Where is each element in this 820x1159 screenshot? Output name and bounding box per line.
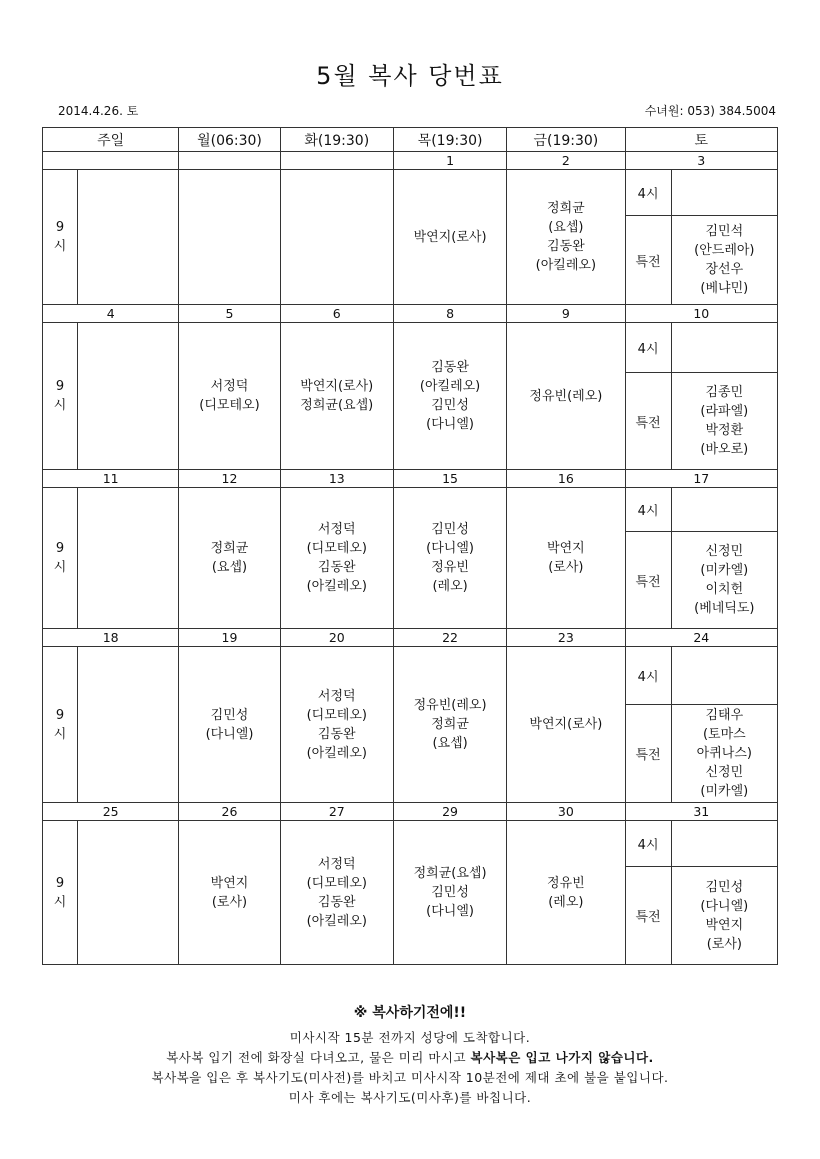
date-cell-sat: 31: [625, 803, 777, 821]
sat-special-assignment: 김민성 (다니엘) 박연지 (로사): [671, 867, 777, 965]
date-cell-tue: 13: [280, 470, 393, 488]
date-cell-fri: 23: [507, 629, 625, 647]
date-cell-sun: 18: [43, 629, 179, 647]
date-row: [43, 470, 778, 488]
date-cell-fri: 16: [507, 470, 625, 488]
hour-label: 9 시: [43, 647, 78, 803]
hour-label: 9 시: [43, 488, 78, 629]
schedule-row: [43, 647, 778, 705]
assignment-cell-thu: 김민성 (다니엘) 정유빈 (레오): [393, 488, 506, 629]
note-line-3: 복사복을 입은 후 복사기도(미사전)를 바치고 미사시작 10분전에 제대 초에 불을 붙입니다.: [151, 1070, 669, 1085]
note-line-2: [0, 1048, 820, 1068]
date-cell-thu: 15: [393, 470, 506, 488]
assignment-cell-thu: 정유빈(레오) 정희균 (요셉): [393, 647, 506, 803]
date-row: [43, 152, 778, 170]
assignment-cell-fri: 정희균 (요셉) 김동완 (아킬레오): [507, 170, 625, 305]
assignment-cell-thu: 박연지(로사): [393, 170, 506, 305]
document-date: 2014.4.26. 토: [58, 104, 139, 118]
sat-special-assignment: 신정민 (미카엘) 이치헌 (베네딕도): [671, 532, 777, 629]
sat-4pm-assignment: [671, 821, 777, 867]
note-line-2-emphasis: 복사복은 입고 나가지 않습니다.: [470, 1050, 654, 1065]
date-row: [43, 803, 778, 821]
date-cell-thu: 29: [393, 803, 506, 821]
date-cell-mon: 26: [179, 803, 280, 821]
assignment-cell-mon: 박연지 (로사): [179, 821, 280, 965]
date-row: [43, 629, 778, 647]
date-cell-sat: 17: [625, 470, 777, 488]
hour-label: 9 시: [43, 821, 78, 965]
date-cell-fri: 9: [507, 305, 625, 323]
date-cell-mon: [179, 152, 280, 170]
hour-label: 9 시: [43, 170, 78, 305]
notes-heading: ※ 복사하기전에!!: [353, 1005, 467, 1021]
assignment-cell-fri: 박연지(로사): [507, 647, 625, 803]
sat-4pm-label: 4시: [625, 323, 671, 373]
assignment-cell-mon: 정희균 (요셉): [179, 488, 280, 629]
sat-4pm-assignment: [671, 170, 777, 216]
assignment-cell-sun: [78, 170, 179, 305]
schedule-table: [42, 127, 778, 965]
assignment-cell-mon: 김민성 (다니엘): [179, 647, 280, 803]
assignment-cell-fri: 정유빈 (레오): [507, 821, 625, 965]
assignment-cell-sun: [78, 488, 179, 629]
sat-4pm-label: 4시: [625, 821, 671, 867]
assignment-cell-mon: [179, 170, 280, 305]
header-sunday: 주일: [43, 128, 179, 152]
page-title: 5월 복사 당번표: [316, 62, 504, 90]
assignment-cell-tue: 박연지(로사) 정희균(요셉): [280, 323, 393, 470]
date-cell-fri: 30: [507, 803, 625, 821]
assignment-cell-thu: 정희균(요셉) 김민성 (다니엘): [393, 821, 506, 965]
contact-phone: 수녀원: 053) 384.5004: [644, 104, 776, 118]
assignment-cell-tue: 서정덕 (디모테오) 김동완 (아킬레오): [280, 488, 393, 629]
schedule-row: [43, 323, 778, 373]
sat-special-label: 특전: [625, 867, 671, 965]
sat-special-label: 특전: [625, 532, 671, 629]
sat-special-assignment: 김종민 (라파엘) 박정환 (바오로): [671, 373, 777, 470]
sat-4pm-label: 4시: [625, 170, 671, 216]
sat-4pm-assignment: [671, 488, 777, 532]
date-cell-tue: 27: [280, 803, 393, 821]
date-cell-thu: 1: [393, 152, 506, 170]
date-cell-tue: 6: [280, 305, 393, 323]
note-line-1: 미사시작 15분 전까지 성당에 도착합니다.: [289, 1030, 531, 1045]
date-cell-mon: 12: [179, 470, 280, 488]
sat-special-assignment: 김태우 (토마스 아퀴나스) 신정민 (미카엘): [671, 705, 777, 803]
assignment-cell-tue: 서정덕 (디모테오) 김동완 (아킬레오): [280, 821, 393, 965]
sat-special-label: 특전: [625, 373, 671, 470]
note-line-2-text: 복사복 입기 전에 화장실 다녀오고, 물은 미리 마시고: [166, 1050, 471, 1065]
date-cell-thu: 8: [393, 305, 506, 323]
assignment-cell-fri: 정유빈(레오): [507, 323, 625, 470]
sat-4pm-label: 4시: [625, 488, 671, 532]
note-line-4: 미사 후에는 복사기도(미사후)를 바칩니다.: [288, 1090, 532, 1105]
date-row: [43, 305, 778, 323]
date-cell-tue: 20: [280, 629, 393, 647]
date-cell-sat: 10: [625, 305, 777, 323]
assignment-cell-sun: [78, 821, 179, 965]
date-cell-sun: 11: [43, 470, 179, 488]
date-cell-sat: 3: [625, 152, 777, 170]
date-cell-sat: 24: [625, 629, 777, 647]
header-saturday: 토: [625, 128, 777, 152]
header-monday: 월(06:30): [179, 128, 280, 152]
assignment-cell-sun: [78, 323, 179, 470]
assignment-cell-sun: [78, 647, 179, 803]
assignment-cell-mon: 서정덕 (디모테오): [179, 323, 280, 470]
date-cell-tue: [280, 152, 393, 170]
sat-special-label: 특전: [625, 705, 671, 803]
date-cell-thu: 22: [393, 629, 506, 647]
header-thursday: 목(19:30): [393, 128, 506, 152]
sat-4pm-label: 4시: [625, 647, 671, 705]
date-cell-sun: 25: [43, 803, 179, 821]
date-cell-fri: 2: [507, 152, 625, 170]
assignment-cell-fri: 박연지 (로사): [507, 488, 625, 629]
assignment-cell-thu: 김동완 (아킬레오) 김민성 (다니엘): [393, 323, 506, 470]
sat-special-assignment: 김민석 (안드레아) 장선우 (베냐민): [671, 216, 777, 305]
sat-4pm-assignment: [671, 323, 777, 373]
hour-label: 9 시: [43, 323, 78, 470]
schedule-row: [43, 170, 778, 216]
sat-4pm-assignment: [671, 647, 777, 705]
sat-special-label: 특전: [625, 216, 671, 305]
schedule-row: [43, 821, 778, 867]
header-friday: 금(19:30): [507, 128, 625, 152]
date-cell-mon: 5: [179, 305, 280, 323]
header-row: [43, 128, 778, 152]
notes-section: [0, 1002, 820, 1108]
assignment-cell-tue: [280, 170, 393, 305]
schedule-row: [43, 488, 778, 532]
assignment-cell-tue: 서정덕 (디모테오) 김동완 (아킬레오): [280, 647, 393, 803]
header-tuesday: 화(19:30): [280, 128, 393, 152]
date-cell-sun: 4: [43, 305, 179, 323]
date-cell-sun: [43, 152, 179, 170]
date-cell-mon: 19: [179, 629, 280, 647]
